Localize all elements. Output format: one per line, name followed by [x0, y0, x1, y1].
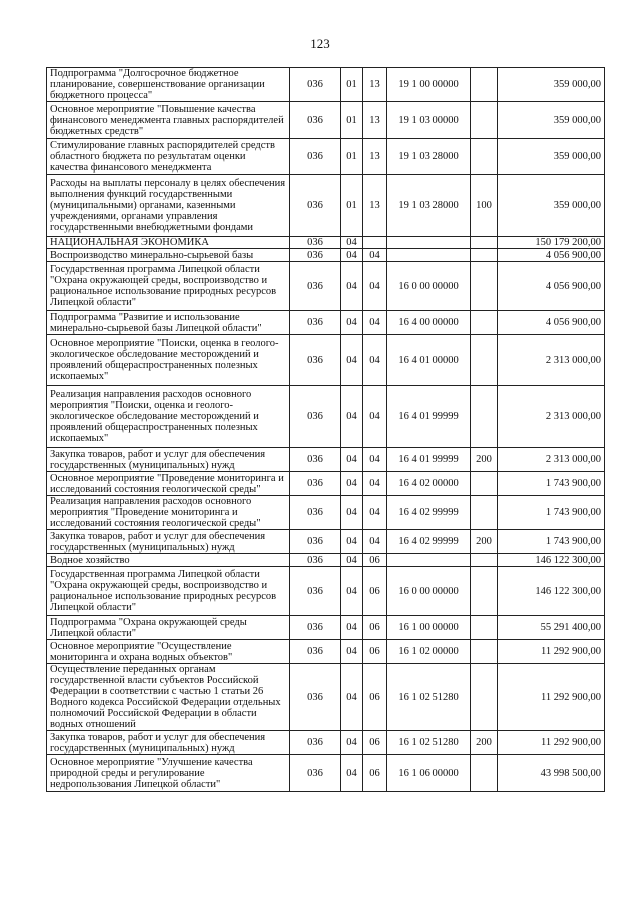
row-name: Основное мероприятие "Повышение качества финансового менеджмента главных распорядителей бюджетных средств": [47, 102, 290, 139]
table-row: [47, 68, 605, 102]
row-name: Закупка товаров, работ и услуг для обеспечения государственных (муниципальных) нужд: [47, 530, 290, 554]
row-target-code: 16 4 02 00000: [387, 472, 471, 496]
table-row: [47, 102, 605, 139]
table-row: [47, 554, 605, 567]
row-section: 04: [341, 448, 363, 472]
row-subsection: 04: [363, 448, 387, 472]
row-amount: 11 292 900,00: [498, 664, 605, 731]
row-amount: 11 292 900,00: [498, 640, 605, 664]
table-row: [47, 249, 605, 262]
table-row: [47, 664, 605, 731]
row-ministry: 036: [290, 311, 341, 335]
row-ministry: 036: [290, 386, 341, 448]
row-name: Подпрограмма "Развитие и использование минерально-сырьевой базы Липецкой области": [47, 311, 290, 335]
row-subsection: 13: [363, 102, 387, 139]
row-amount: 4 056 900,00: [498, 262, 605, 311]
table-row: [47, 472, 605, 496]
row-amount: 43 998 500,00: [498, 755, 605, 792]
row-target-code: 16 1 06 00000: [387, 755, 471, 792]
row-expense-type: [471, 664, 498, 731]
row-ministry: 036: [290, 731, 341, 755]
row-ministry: 036: [290, 448, 341, 472]
row-subsection: 06: [363, 616, 387, 640]
row-expense-type: [471, 249, 498, 262]
row-name: Воспроизводство минерально-сырьевой базы: [47, 249, 290, 262]
table-row: [47, 567, 605, 616]
row-name: Государственная программа Липецкой области "Охрана окружающей среды, воспроизводство и рациональное использование природных ресурсов Липецкой области": [47, 262, 290, 311]
row-target-code: 19 1 03 28000: [387, 139, 471, 175]
row-ministry: 036: [290, 755, 341, 792]
row-name: Основное мероприятие "Проведение мониторинга и исследований состояния геологической среды": [47, 472, 290, 496]
row-amount: 146 122 300,00: [498, 567, 605, 616]
row-ministry: 036: [290, 139, 341, 175]
table-row: [47, 448, 605, 472]
row-amount: 359 000,00: [498, 68, 605, 102]
row-ministry: 036: [290, 664, 341, 731]
row-expense-type: 100: [471, 175, 498, 237]
row-amount: 55 291 400,00: [498, 616, 605, 640]
row-amount: 1 743 900,00: [498, 530, 605, 554]
row-expense-type: [471, 237, 498, 249]
row-subsection: 04: [363, 262, 387, 311]
row-target-code: 16 1 02 51280: [387, 664, 471, 731]
row-ministry: 036: [290, 262, 341, 311]
row-target-code: 16 0 00 00000: [387, 262, 471, 311]
row-target-code: 16 4 01 99999: [387, 448, 471, 472]
row-subsection: 06: [363, 554, 387, 567]
row-section: 04: [341, 731, 363, 755]
row-subsection: 06: [363, 731, 387, 755]
row-section: 04: [341, 262, 363, 311]
row-name: Стимулирование главных распорядителей средств областного бюджета по результатам оценки качества финансового менеджмента: [47, 139, 290, 175]
row-target-code: 19 1 03 00000: [387, 102, 471, 139]
row-expense-type: [471, 262, 498, 311]
row-section: 04: [341, 311, 363, 335]
row-ministry: 036: [290, 554, 341, 567]
row-expense-type: [471, 567, 498, 616]
table-row: [47, 496, 605, 530]
row-target-code: [387, 237, 471, 249]
row-ministry: 036: [290, 567, 341, 616]
row-target-code: [387, 554, 471, 567]
row-amount: 359 000,00: [498, 102, 605, 139]
row-expense-type: [471, 755, 498, 792]
row-name: Закупка товаров, работ и услуг для обеспечения государственных (муниципальных) нужд: [47, 448, 290, 472]
row-expense-type: [471, 496, 498, 530]
row-amount: 1 743 900,00: [498, 496, 605, 530]
row-ministry: 036: [290, 640, 341, 664]
row-amount: 2 313 000,00: [498, 386, 605, 448]
row-section: 04: [341, 664, 363, 731]
row-target-code: 19 1 00 00000: [387, 68, 471, 102]
row-name: Водное хозяйство: [47, 554, 290, 567]
row-name: Подпрограмма "Долгосрочное бюджетное планирование, совершенствование организации бюджетного процесса": [47, 68, 290, 102]
row-expense-type: [471, 472, 498, 496]
table-row: [47, 139, 605, 175]
row-ministry: 036: [290, 102, 341, 139]
row-name: Основное мероприятие "Осуществление мониторинга и охрана водных объектов": [47, 640, 290, 664]
row-subsection: 13: [363, 139, 387, 175]
table-row: [47, 616, 605, 640]
row-amount: 4 056 900,00: [498, 249, 605, 262]
row-target-code: 19 1 03 28000: [387, 175, 471, 237]
row-expense-type: 200: [471, 448, 498, 472]
row-ministry: 036: [290, 472, 341, 496]
row-subsection: 06: [363, 755, 387, 792]
row-amount: 4 056 900,00: [498, 311, 605, 335]
row-expense-type: [471, 640, 498, 664]
table-row: [47, 335, 605, 386]
row-amount: 2 313 000,00: [498, 335, 605, 386]
row-section: 04: [341, 237, 363, 249]
row-target-code: 16 1 02 51280: [387, 731, 471, 755]
row-name: Государственная программа Липецкой области "Охрана окружающей среды, воспроизводство и рациональное использование природных ресурсов Липецкой области": [47, 567, 290, 616]
row-section: 04: [341, 386, 363, 448]
row-ministry: 036: [290, 496, 341, 530]
table-row: [47, 311, 605, 335]
row-section: 01: [341, 139, 363, 175]
table-row: [47, 237, 605, 249]
table-row: [47, 530, 605, 554]
table-row: [47, 262, 605, 311]
row-target-code: 16 4 01 00000: [387, 335, 471, 386]
row-amount: 359 000,00: [498, 139, 605, 175]
table-row: [47, 640, 605, 664]
row-expense-type: [471, 68, 498, 102]
row-ministry: 036: [290, 616, 341, 640]
row-expense-type: [471, 102, 498, 139]
row-name: Закупка товаров, работ и услуг для обеспечения государственных (муниципальных) нужд: [47, 731, 290, 755]
row-section: 04: [341, 616, 363, 640]
row-section: 04: [341, 472, 363, 496]
row-subsection: 13: [363, 175, 387, 237]
row-subsection: 04: [363, 530, 387, 554]
row-ministry: 036: [290, 175, 341, 237]
budget-table: [46, 67, 605, 792]
table-row: [47, 175, 605, 237]
row-name: Реализация направления расходов основного мероприятия "Поиски, оценка и геолого-экологическое обследование месторождений и проявлений общераспространенных полезных ископаемых": [47, 386, 290, 448]
row-section: 01: [341, 68, 363, 102]
row-ministry: 036: [290, 249, 341, 262]
row-subsection: 04: [363, 249, 387, 262]
row-ministry: 036: [290, 335, 341, 386]
row-expense-type: 200: [471, 731, 498, 755]
table-row: [47, 755, 605, 792]
table-row: [47, 731, 605, 755]
row-subsection: 04: [363, 335, 387, 386]
row-expense-type: [471, 386, 498, 448]
row-subsection: 06: [363, 567, 387, 616]
row-amount: 11 292 900,00: [498, 731, 605, 755]
row-subsection: 04: [363, 386, 387, 448]
row-expense-type: [471, 554, 498, 567]
row-amount: 359 000,00: [498, 175, 605, 237]
row-expense-type: [471, 311, 498, 335]
row-target-code: 16 4 02 99999: [387, 530, 471, 554]
row-target-code: 16 0 00 00000: [387, 567, 471, 616]
row-subsection: 04: [363, 311, 387, 335]
row-section: 01: [341, 102, 363, 139]
row-section: 04: [341, 530, 363, 554]
row-name: НАЦИОНАЛЬНАЯ ЭКОНОМИКА: [47, 237, 290, 249]
row-subsection: 04: [363, 472, 387, 496]
row-target-code: [387, 249, 471, 262]
row-name: Осуществление переданных органам государственной власти субъектов Российской Федерации в соответствии с частью 1 статьи 26 Водного кодекса Российской Федерации отдельных полномочий Российской Федерации в области водных отношений: [47, 664, 290, 731]
row-ministry: 036: [290, 530, 341, 554]
row-amount: 1 743 900,00: [498, 472, 605, 496]
row-ministry: 036: [290, 237, 341, 249]
row-name: Реализация направления расходов основного мероприятия "Проведение мониторинга и исследований состояния геологической среды": [47, 496, 290, 530]
row-section: 04: [341, 567, 363, 616]
row-section: 01: [341, 175, 363, 237]
row-amount: 150 179 200,00: [498, 237, 605, 249]
row-section: 04: [341, 554, 363, 567]
row-target-code: 16 1 02 00000: [387, 640, 471, 664]
row-subsection: 04: [363, 496, 387, 530]
row-section: 04: [341, 755, 363, 792]
row-expense-type: [471, 139, 498, 175]
row-name: Основное мероприятие "Поиски, оценка в геолого-экологическое обследование месторождений и проявлений общераспространенных полезных ископаемых": [47, 335, 290, 386]
row-amount: 2 313 000,00: [498, 448, 605, 472]
row-expense-type: [471, 616, 498, 640]
row-section: 04: [341, 496, 363, 530]
row-subsection: 06: [363, 664, 387, 731]
row-section: 04: [341, 249, 363, 262]
row-name: Расходы на выплаты персоналу в целях обеспечения выполнения функций государственными (муниципальными) органами, казенными учреждениями, органами управления государственными внебюджетными фондами: [47, 175, 290, 237]
row-section: 04: [341, 640, 363, 664]
row-section: 04: [341, 335, 363, 386]
row-name: Подпрограмма "Охрана окружающей среды Липецкой области": [47, 616, 290, 640]
row-subsection: 06: [363, 640, 387, 664]
page-number: 123: [310, 36, 330, 51]
row-subsection: [363, 237, 387, 249]
row-target-code: 16 4 01 99999: [387, 386, 471, 448]
row-subsection: 13: [363, 68, 387, 102]
row-ministry: 036: [290, 68, 341, 102]
row-target-code: 16 4 02 99999: [387, 496, 471, 530]
row-name: Основное мероприятие "Улучшение качества природной среды и регулирование недропользования Липецкой области": [47, 755, 290, 792]
row-expense-type: 200: [471, 530, 498, 554]
row-amount: 146 122 300,00: [498, 554, 605, 567]
row-target-code: 16 1 00 00000: [387, 616, 471, 640]
table-row: [47, 386, 605, 448]
row-target-code: 16 4 00 00000: [387, 311, 471, 335]
row-expense-type: [471, 335, 498, 386]
